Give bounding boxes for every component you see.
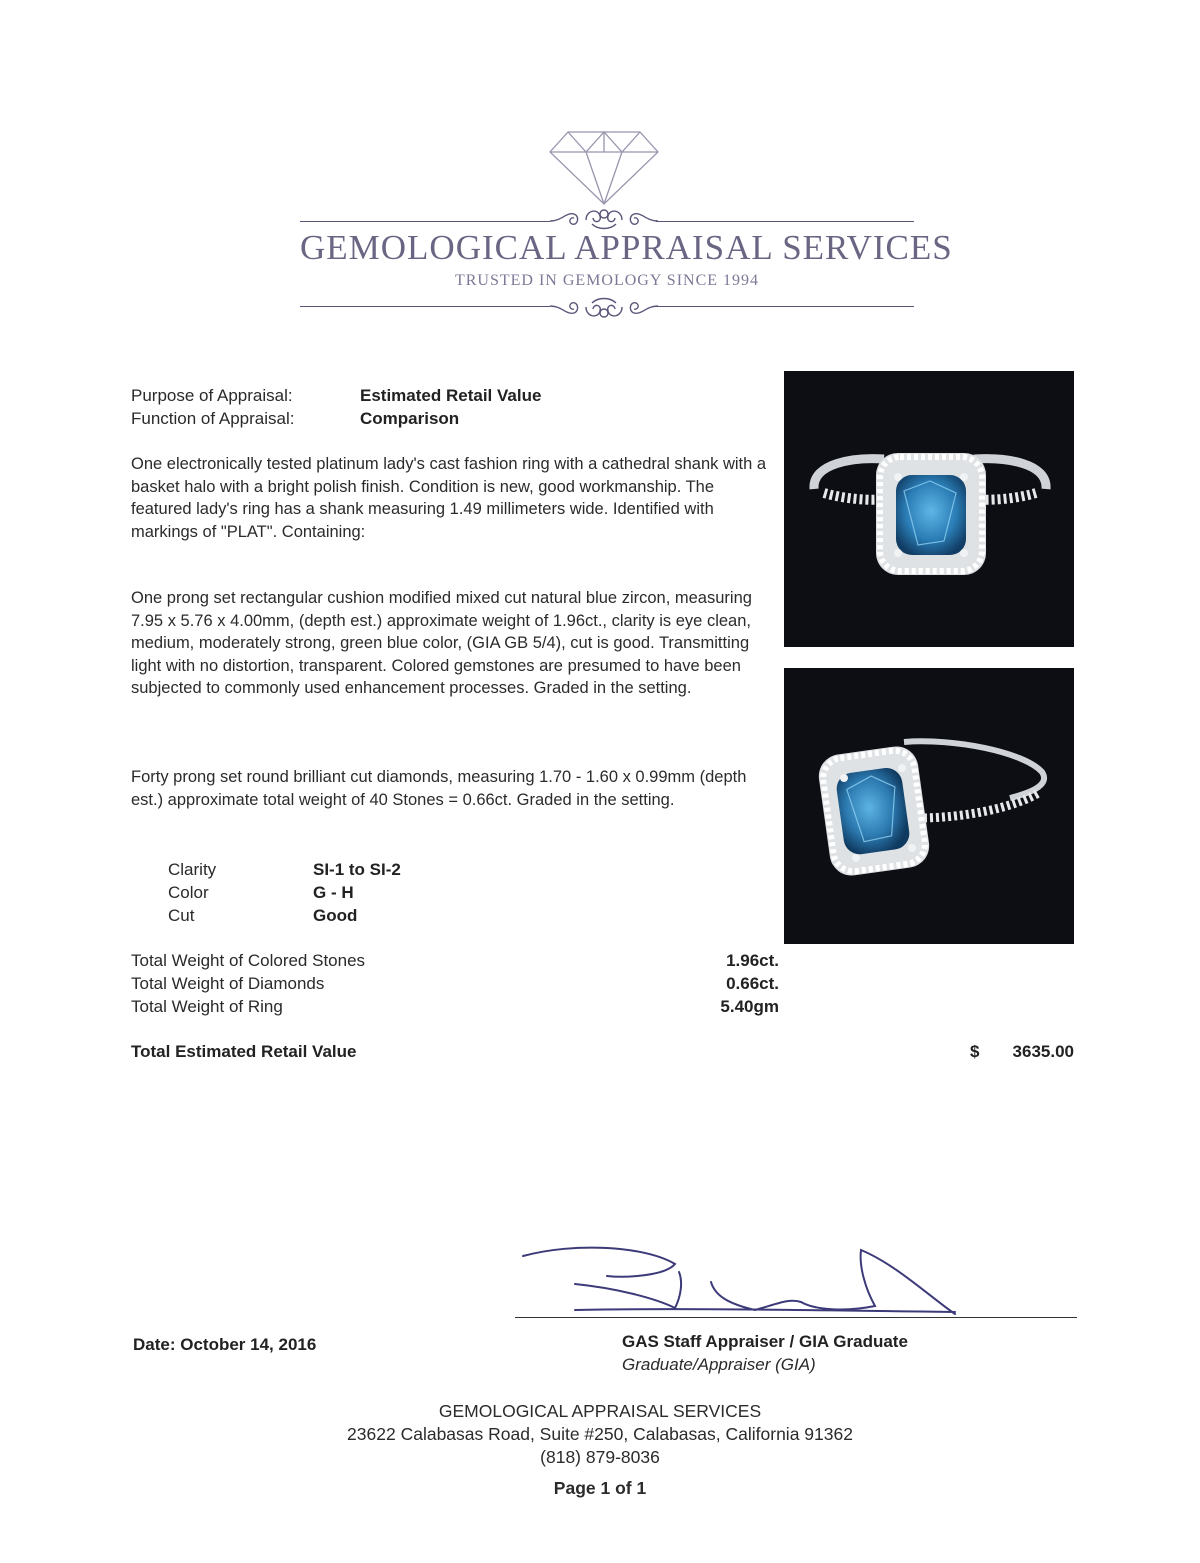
weight-value-diamonds: 0.66ct. [726, 974, 779, 993]
grading-label-cut: Cut [168, 906, 195, 925]
header-rule [656, 306, 914, 307]
total-value-label: Total Estimated Retail Value [131, 1042, 357, 1061]
grading-value-clarity: SI-1 to SI-2 [313, 860, 401, 879]
flourish-ornament-icon [548, 291, 660, 321]
currency-symbol: $ [970, 1042, 980, 1061]
signature-line [515, 1317, 1077, 1318]
appraiser-signature [515, 1238, 985, 1328]
purpose-label: Purpose of Appraisal: [131, 386, 293, 405]
ring-photo-front [784, 371, 1074, 647]
footer-phone: (818) 879-8036 [540, 1447, 660, 1467]
footer-address: 23622 Calabasas Road, Suite #250, Calabasas, California 91362 [347, 1424, 853, 1444]
company-name: GEMOLOGICAL APPRAISAL SERVICES [300, 228, 953, 267]
grading-label-clarity: Clarity [168, 860, 217, 879]
diamond-logo-icon [548, 126, 660, 206]
appraiser-title: GAS Staff Appraiser / GIA Graduate [622, 1332, 908, 1351]
weight-value-colored-stones: 1.96ct. [726, 951, 779, 970]
diamonds-description: Forty prong set round brilliant cut diamonds, measuring 1.70 - 1.60 x 0.99mm (depth est.) approximate total weight of 40 Stones = 0.66ct. Graded in the setting. [131, 768, 747, 809]
function-label: Function of Appraisal: [131, 409, 295, 428]
purpose-value: Estimated Retail Value [360, 386, 542, 405]
appraiser-subtitle: Graduate/Appraiser (GIA) [622, 1355, 816, 1374]
header-rule [656, 221, 914, 222]
weight-label-colored-stones: Total Weight of Colored Stones [131, 951, 366, 970]
header-rule [300, 306, 550, 307]
footer-company: GEMOLOGICAL APPRAISAL SERVICES [438, 1401, 762, 1421]
company-tagline: TRUSTED IN GEMOLOGY SINCE 1994 [454, 272, 760, 289]
weight-label-ring: Total Weight of Ring [131, 997, 283, 1016]
ring-front-image [784, 371, 1074, 647]
function-value: Comparison [360, 409, 460, 428]
appraisal-date: Date: October 14, 2016 [133, 1335, 317, 1354]
total-amount: 3635.00 [1012, 1042, 1074, 1061]
page-number: Page 1 of 1 [553, 1478, 647, 1498]
zircon-description: One prong set rectangular cushion modified mixed cut natural blue zircon, measuring 7.95 x 5.76 x 4.00mm, (depth est.) approximate weight of 1.96ct., clarity is eye clean, medium, moderately strong, green blue color, (GIA GB 5/4), cut is good. Transmitting light with no distortion, transparent. Colored gemstones are presumed to have been subjected to commonly used enhancement processes. Graded in the setting. [131, 589, 752, 697]
header-rule [300, 221, 550, 222]
ring-angle-image [784, 668, 1074, 944]
grading-value-cut: Good [313, 906, 358, 925]
ring-description: One electronically tested platinum lady's cast fashion ring with a cathedral shank with a basket halo with a bright polish finish. Condition is new, good workmanship. The featured lady's ring has a shank measuring 1.49 millimeters wide. Identified with markings of "PLAT". Containing: [131, 455, 767, 541]
grading-label-color: Color [168, 883, 209, 902]
grading-value-color: G - H [313, 883, 354, 902]
ring-photo-angle [784, 668, 1074, 944]
weight-value-ring: 5.40gm [720, 997, 779, 1016]
weight-label-diamonds: Total Weight of Diamonds [131, 974, 325, 993]
